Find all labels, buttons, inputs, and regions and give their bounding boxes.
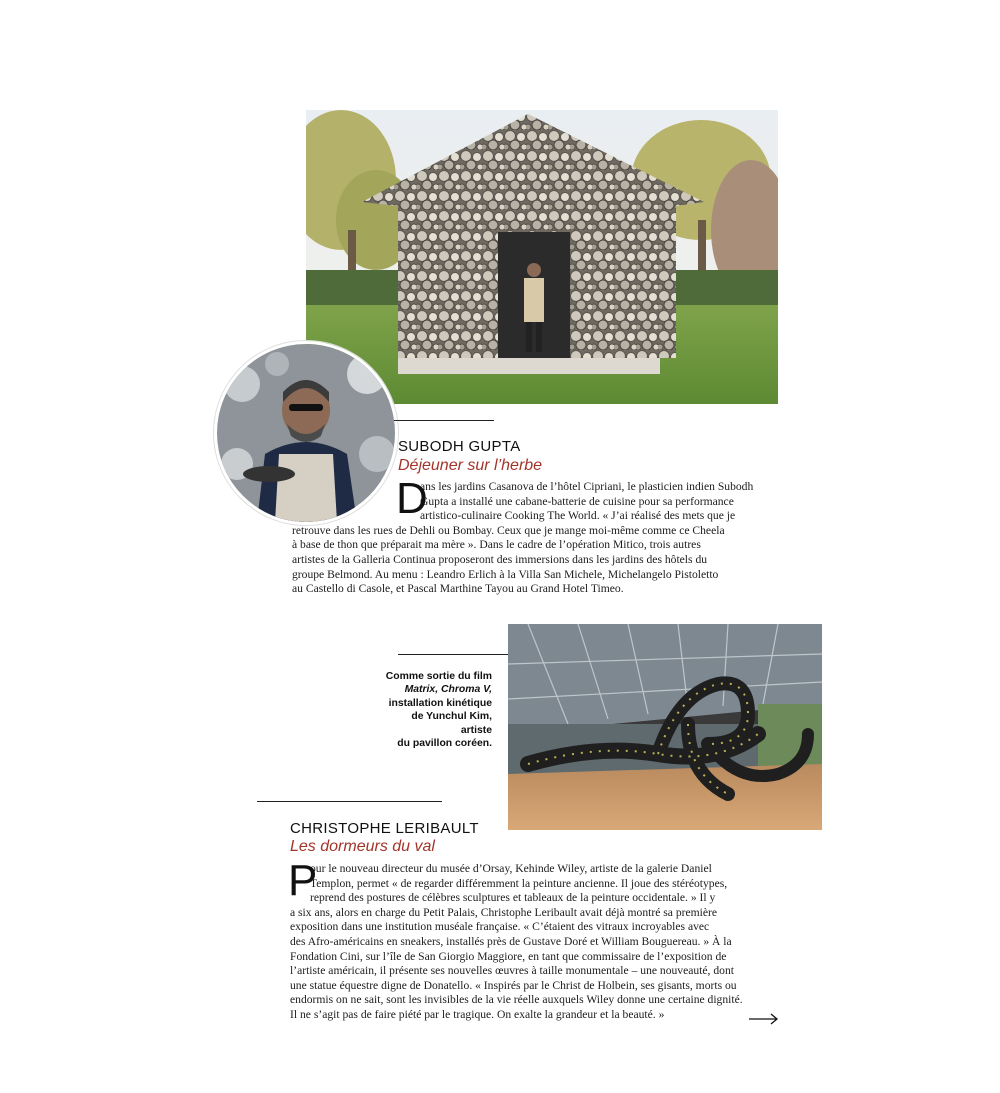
text-line: ans les jardins Casanova de l’hôtel Cipriani, le plasticien indien Subodh — [420, 480, 754, 493]
text-line: une statue équestre digne de Donatello. « Inspirés par le Christ de Holbein, ses gisants, morts ou — [290, 978, 737, 992]
kinetic-installation-photo — [508, 624, 822, 830]
text-line: Gupta a installé une cabane-batterie de cuisine pour sa performance — [420, 494, 734, 508]
section-divider-1 — [394, 420, 494, 421]
article-body-2 — [288, 856, 790, 1023]
text-line: reprend des postures de célèbres sculptures et tableaux de la peinture occidentale. » Il y — [310, 891, 716, 905]
artist-name-subodh-gupta: SUBODH GUPTA — [398, 438, 521, 455]
text-line: des Afro-américains en sneakers, installés près de Gustave Doré et William Bouguereau. » À la — [290, 934, 732, 948]
article-title-dormeurs: Les dormeurs du val — [290, 838, 435, 855]
text-line: Il ne s’agit pas de faire piété par le tragique. On exalte la grandeur et la beauté. » — [290, 1007, 665, 1021]
dropcap-p: P — [288, 856, 318, 905]
text-line: a six ans, alors en charge du Petit Palais, Christophe Leribault avait déjà montré sa première — [290, 905, 718, 919]
section-divider-2 — [257, 801, 442, 802]
text-line: Fondation Cini, sur l’île de San Giorgio Maggiore, en tant que commissaire de l’exposition de — [290, 949, 727, 963]
caption-divider — [398, 654, 508, 655]
artist-name-christophe-leribault: CHRISTOPHE LERIBAULT — [290, 820, 479, 837]
photo-caption — [380, 670, 492, 750]
arrow-right-icon — [748, 1012, 780, 1026]
text-line: l’artiste américain, il présente ses nouvelles œuvres à taille monumentale – une nouveauté, dont — [290, 964, 734, 978]
hero-photo-pot-house — [306, 110, 778, 404]
text-line: groupe Belmond. Au menu : Leandro Erlich à la Villa San Michele, Michelangelo Pistoletto — [292, 567, 719, 581]
text-line: retrouve dans les rues de Dehli ou Bombay. Ceux que je mange moi-même comme ce Cheela — [292, 523, 725, 537]
caption-line: Comme sortie du film — [385, 671, 492, 682]
text-line: artistes de la Galleria Continua proposeront des immersions dans les jardins des hôtels du — [292, 552, 708, 566]
caption-line: du pavillon coréen. — [397, 738, 492, 750]
caption-line: installation kinétique — [388, 697, 492, 709]
text-line: our le nouveau directeur du musée d’Orsay, Kehinde Wiley, artiste de la galerie Daniel — [310, 862, 712, 875]
article-title-dejeuner: Déjeuner sur l’herbe — [398, 457, 543, 474]
text-line: Templon, permet « de regarder différemment la peinture ancienne. Il joue des stéréotypes, — [310, 876, 728, 890]
dropcap-d: D — [396, 474, 428, 523]
text-line: au Castello di Casole, et Pascal Marthine Tayou au Grand Hotel Timeo. — [292, 582, 624, 596]
text-line: à base de thon que préparait ma mère ». Dans le cadre de l’opération Mitico, trois autres — [292, 538, 701, 552]
text-line: artistico-culinaire Cooking The World. « J’ai réalisé des mets que je — [420, 509, 736, 523]
caption-line: Matrix, Chroma V, — [404, 684, 492, 696]
text-line: endormis on ne sait, sont les invisibles de la vie réelle auxquels Wiley donne une certaine dignité. — [290, 993, 743, 1007]
article-body-1 — [292, 474, 792, 597]
text-line: exposition dans une institution muséale française. « C’étaient des vitraux incroyables avec — [290, 920, 710, 934]
caption-line: de Yunchul Kim, artiste — [411, 711, 492, 736]
